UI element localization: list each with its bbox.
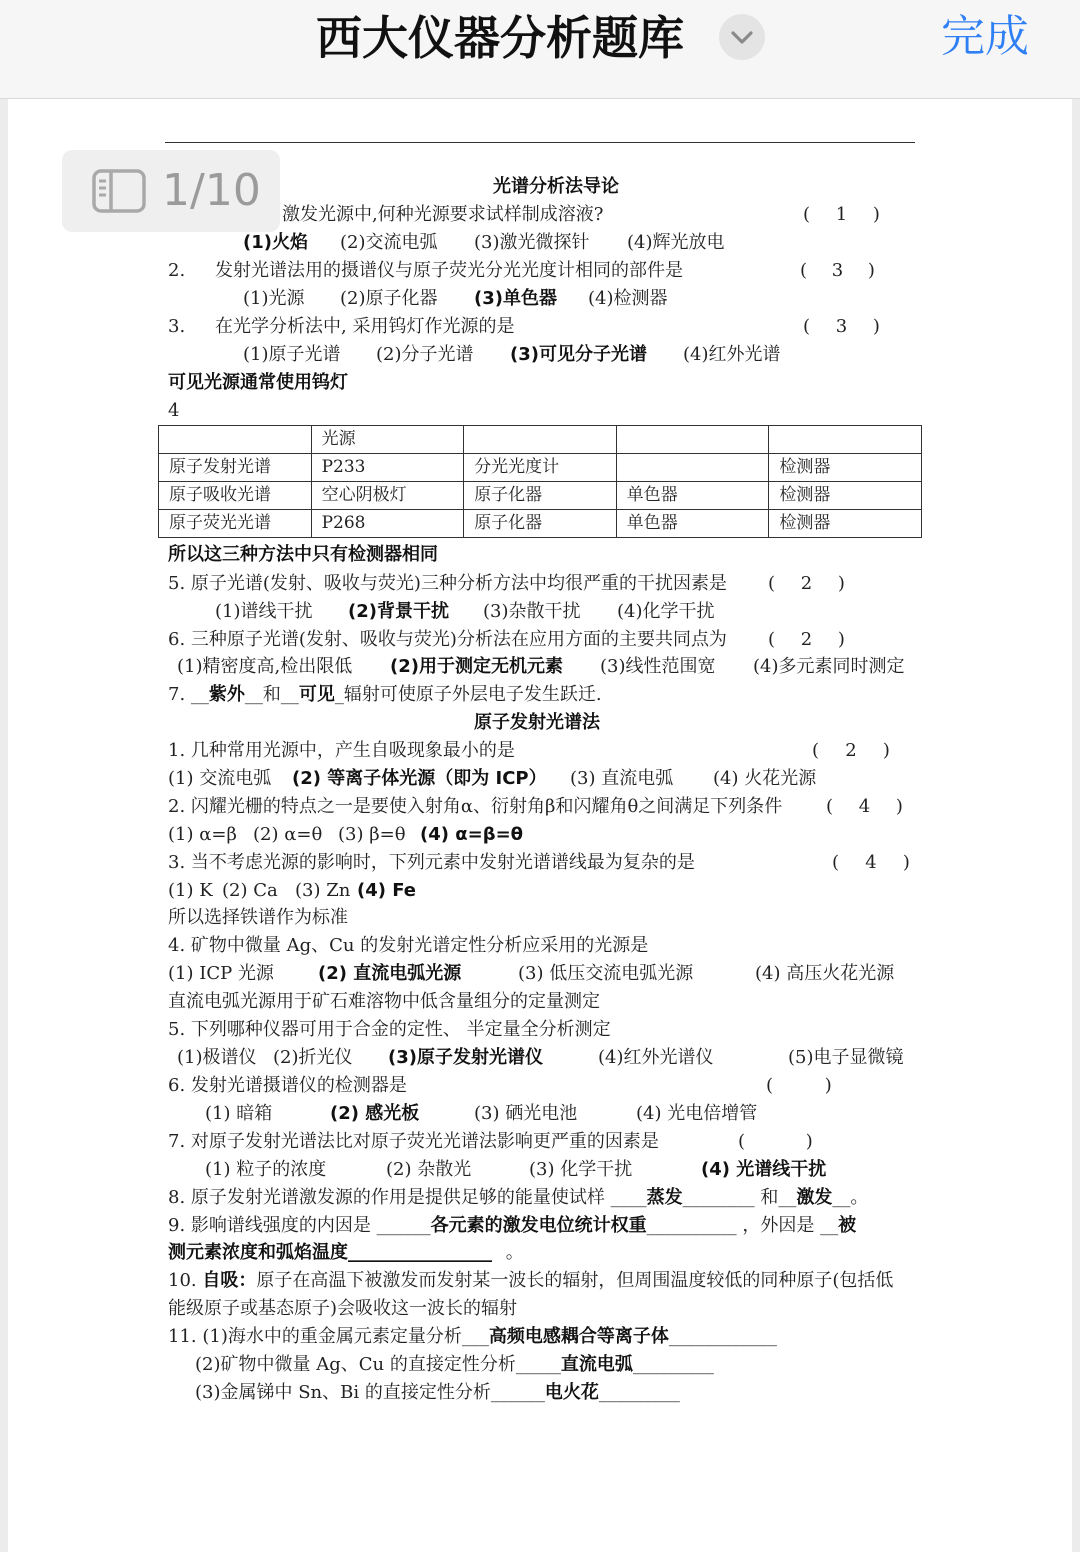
s2-q11-line [168, 1326, 777, 1348]
s1-q7-part: __和__ [244, 684, 299, 705]
table-cell [616, 426, 769, 454]
s1-q6-option: (4)多元素同时测定 [753, 656, 905, 677]
chevron-down-icon [730, 26, 754, 48]
s2-q11-blank-answer: 直流电弧 [560, 1354, 633, 1375]
table-cell [464, 426, 617, 454]
s1-q7-blank-answer: 可见 [298, 684, 335, 705]
table-cell [616, 454, 769, 482]
s2-q11-blank-answer: 高频电感耦合等离子体 [488, 1326, 669, 1347]
sidebar-thumbnails-icon [92, 169, 146, 213]
s1-q6-text: 6. 三种原子光谱(发射、吸收与荧光)分析法在应用方面的主要共同点为 [168, 629, 727, 650]
s2-q2-option: (2) α=θ [253, 824, 323, 845]
s1-q7-blank-answer: 紫外 [208, 684, 245, 705]
s2-q9-line [168, 1215, 856, 1237]
s1-q5-answer: ( 2 ) [768, 573, 845, 594]
s2-q11-line [195, 1354, 714, 1376]
table-cell [769, 426, 922, 454]
s1-q3-text: 在光学分析法中, 采用钨灯作光源的是 [215, 316, 515, 337]
s1-q5-option: (1)谱线干扰 [215, 601, 313, 622]
s2-q8-part: __。 [832, 1187, 869, 1208]
s1-q1-option: (4)辉光放电 [627, 232, 725, 253]
table-cell: 单色器 [616, 510, 769, 538]
s1-q1-option: (1)火焰 [243, 232, 308, 253]
table-cell: 原子发射光谱 [159, 454, 312, 482]
s2-q7-option: (4) 光谱线干扰 [701, 1159, 827, 1180]
table-cell [159, 426, 312, 454]
s2-q11-part: (3)金属锑中 Sn、Bi 的直接定性分析______ [195, 1382, 545, 1403]
s1-q3-note: 可见光源通常使用钨灯 [168, 372, 348, 393]
s1-q7-part: _辐射可使原子外层电子发生跃迁. [334, 684, 602, 705]
table-row [159, 454, 922, 482]
s2-q1-answer: ( 2 ) [812, 740, 890, 761]
table-cell: P268 [311, 510, 464, 538]
s1-q7-line [168, 684, 602, 706]
table-cell: 光源 [311, 426, 464, 454]
s2-q9-blank-answer: 各元素的激发电位统计权重 [430, 1215, 647, 1236]
s2-q10-part: 原子在高温下被激发而发射某一波长的辐射，但周围温度较低的同种原子(包括低 [256, 1270, 894, 1291]
s2-q6-option: (3) 硒光电池 [474, 1103, 578, 1124]
s2-q5-text: 5. 下列哪种仪器可用于合金的定性、 半定量全分析测定 [168, 1019, 611, 1040]
s2-q1-option: (3) 直流电弧 [570, 768, 674, 789]
s1-q6-option: (1)精密度高,检出限低 [177, 656, 353, 677]
s2-q8-blank-answer: 蒸发 [646, 1187, 683, 1208]
s2-q9-part: 。 [500, 1242, 524, 1263]
s1-q3-option: (2)分子光谱 [376, 344, 474, 365]
s2-q5-option: (4)红外光谱仪 [598, 1047, 714, 1068]
s1-q2-option: (3)单色器 [474, 288, 557, 309]
s1-q5-text: 5. 原子光谱(发射、吸收与荧光)三种分析方法中均很严重的干扰因素是 [168, 573, 727, 594]
s2-q3-answer: ( 4 ) [832, 852, 910, 873]
s2-q2-answer: ( 4 ) [826, 796, 903, 817]
table-cell: 检测器 [769, 482, 922, 510]
s2-q9-line [168, 1242, 524, 1264]
s2-q7-option: (3) 化学干扰 [529, 1159, 633, 1180]
s1-q5-option: (3)杂散干扰 [483, 601, 581, 622]
s1-q1-option: (2)交流电弧 [340, 232, 438, 253]
s2-q7-option: (2) 杂散光 [386, 1159, 472, 1180]
s1-q2-answer: ( 3 ) [800, 260, 875, 281]
s1-q3-option: (3)可见分子光谱 [510, 344, 647, 365]
s2-q8-part: 8. 原子发射光谱激发源的作用是提供足够的能量使试样 ____ [168, 1187, 647, 1208]
s2-q9-part: __________ ，外因是 __ [646, 1215, 839, 1236]
s2-q3-option: (1) K [168, 880, 213, 901]
s1-q7-part: 7. __ [168, 684, 209, 705]
s2-q3-option: (2) Ca [222, 880, 278, 901]
s1-q1-text: 激发光源中,何种光源要求试样制成溶液? [282, 204, 604, 225]
s2-q5-option: (3)原子发射光谱仪 [388, 1047, 543, 1068]
s1-q5-option: (2)背景干扰 [348, 601, 449, 622]
s2-q10-part: 10. [168, 1270, 203, 1291]
table-cell: 分光光度计 [464, 454, 617, 482]
s2-q1-option: (2) 等离子体光源（即为 ICP） [292, 768, 547, 789]
s1-q5-option: (4)化学干扰 [617, 601, 715, 622]
done-button[interactable]: 完成 [930, 8, 1040, 66]
s2-q3-option: (3) Zn [295, 880, 351, 901]
s2-q8-part: ________ 和__ [682, 1187, 797, 1208]
s2-q7-text: 7. 对原子发射光谱法比对原子荧光光谱法影响更严重的因素是 [168, 1131, 659, 1152]
s2-q9-blank-answer: 被 [838, 1215, 857, 1236]
s2-q11-part: 11. (1)海水中的重金属元素定量分析___ [168, 1326, 489, 1347]
table-row [159, 426, 922, 454]
s2-q10-term: 自吸： [202, 1270, 257, 1291]
s2-q4-note: 直流电弧光源用于矿石难溶物中低含量组分的定量测定 [168, 991, 600, 1012]
s2-q9-blank-answer: 测元素浓度和弧焰温度________________ [168, 1242, 492, 1263]
s1-q3-answer: ( 3 ) [803, 316, 880, 337]
document-page[interactable] [8, 99, 1072, 1552]
s2-q2-text: 2. 闪耀光栅的特点之一是要使入射角α、衍射角β和闪耀角θ之间满足下列条件 [168, 796, 783, 817]
title-menu-button[interactable] [719, 14, 765, 60]
s2-q6-answer: ( ) [766, 1075, 832, 1096]
s2-q7-answer: ( ) [738, 1131, 813, 1152]
page-header-rule [165, 142, 915, 143]
table-cell: 检测器 [769, 510, 922, 538]
s1-q2-option: (1)光源 [243, 288, 305, 309]
s2-q10-line: 能级原子或基态原子)会吸收这一波长的辐射 [168, 1298, 518, 1319]
s1-q3-number: 3. [168, 316, 186, 337]
table-cell: 空心阴极灯 [311, 482, 464, 510]
s2-q3-text: 3. 当不考虑光源的影响时，下列元素中发射光谱谱线最为复杂的是 [168, 852, 695, 873]
s2-q3-note: 所以选择铁谱作为标准 [168, 907, 348, 928]
s2-q6-option: (1) 暗箱 [205, 1103, 273, 1124]
table-cell: 原子荧光光谱 [159, 510, 312, 538]
s1-q2-option: (4)检测器 [588, 288, 668, 309]
s2-q4-option: (1) ICP 光源 [168, 963, 274, 984]
s2-q11-part: (2)矿物中微量 Ag、Cu 的直接定性分析_____ [195, 1354, 561, 1375]
s1-q4-note: 所以这三种方法中只有检测器相同 [168, 544, 438, 565]
s2-q4-option: (3) 低压交流电弧光源 [518, 963, 694, 984]
s2-q2-option: (1) α=β [168, 824, 237, 845]
s2-q2-option: (3) β=θ [338, 824, 406, 845]
page-number-label: 1/10 [162, 165, 261, 216]
navigation-bar [0, 0, 1080, 99]
s1-q6-option: (2)用于测定无机元素 [390, 656, 563, 677]
s1-q2-option: (2)原子化器 [340, 288, 438, 309]
table-row [159, 482, 922, 510]
s2-q4-option: (4) 高压火花光源 [755, 963, 895, 984]
s1-q2-number: 2. [168, 260, 186, 281]
table-cell: P233 [311, 454, 464, 482]
s1-q3-option: (1)原子光谱 [243, 344, 341, 365]
s1-q2-text: 发射光谱法用的摄谱仪与原子荧光分光光度计相同的部件是 [215, 260, 683, 281]
s2-q1-option: (1) 交流电弧 [168, 768, 272, 789]
page-indicator[interactable] [62, 150, 280, 232]
s2-q2-option: (4) α=β=θ [420, 824, 524, 845]
s2-q5-option: (2)折光仪 [273, 1047, 353, 1068]
section-title-spectral-intro: 光谱分析法导论 [493, 176, 619, 197]
s2-q5-option: (1)极谱仪 [177, 1047, 257, 1068]
s1-q6-option: (3)线性范围宽 [600, 656, 716, 677]
s2-q11-part: ____________ [668, 1326, 777, 1347]
document-title: 西大仪器分析题库 [316, 11, 684, 65]
s2-q7-option: (1) 粒子的浓度 [205, 1159, 327, 1180]
s1-q6-answer: ( 2 ) [768, 629, 845, 650]
s1-q3-option: (4)红外光谱 [683, 344, 781, 365]
s2-q8-line [168, 1187, 868, 1209]
s2-q10-line [168, 1270, 893, 1292]
s2-q9-part: 9. 影响谱线强度的内因是 ______ [168, 1215, 431, 1236]
table-cell: 检测器 [769, 454, 922, 482]
table-row [159, 510, 922, 538]
s2-q6-option: (2) 感光板 [330, 1103, 420, 1124]
s2-q11-blank-answer: 电火花 [544, 1382, 599, 1403]
s2-q11-line [195, 1382, 680, 1404]
s1-q1-option: (3)激光微探针 [474, 232, 590, 253]
s2-q6-option: (4) 光电倍增管 [636, 1103, 758, 1124]
comparison-table [158, 425, 922, 538]
s2-q11-part: _________ [598, 1382, 680, 1403]
s2-q3-option: (4) Fe [357, 880, 417, 901]
s2-q4-text: 4. 矿物中微量 Ag、Cu 的发射光谱定性分析应采用的光源是 [168, 935, 649, 956]
s2-q4-option: (2) 直流电弧光源 [318, 963, 462, 984]
s2-q11-part: _________ [632, 1354, 714, 1375]
s2-q6-text: 6. 发射光谱摄谱仪的检测器是 [168, 1075, 407, 1096]
table-cell: 单色器 [616, 482, 769, 510]
s2-q1-text: 1. 几种常用光源中，产生自吸现象最小的是 [168, 740, 515, 761]
table-cell: 原子吸收光谱 [159, 482, 312, 510]
s2-q1-option: (4) 火花光源 [713, 768, 817, 789]
s2-q8-blank-answer: 激发 [796, 1187, 833, 1208]
table-cell: 原子化器 [464, 510, 617, 538]
table-cell: 原子化器 [464, 482, 617, 510]
s1-q4-number: 4 [168, 400, 180, 421]
s1-q1-answer: ( 1 ) [803, 204, 880, 225]
section-title-atomic-emission: 原子发射光谱法 [474, 712, 600, 733]
s2-q5-option: (5)电子显微镜 [788, 1047, 904, 1068]
